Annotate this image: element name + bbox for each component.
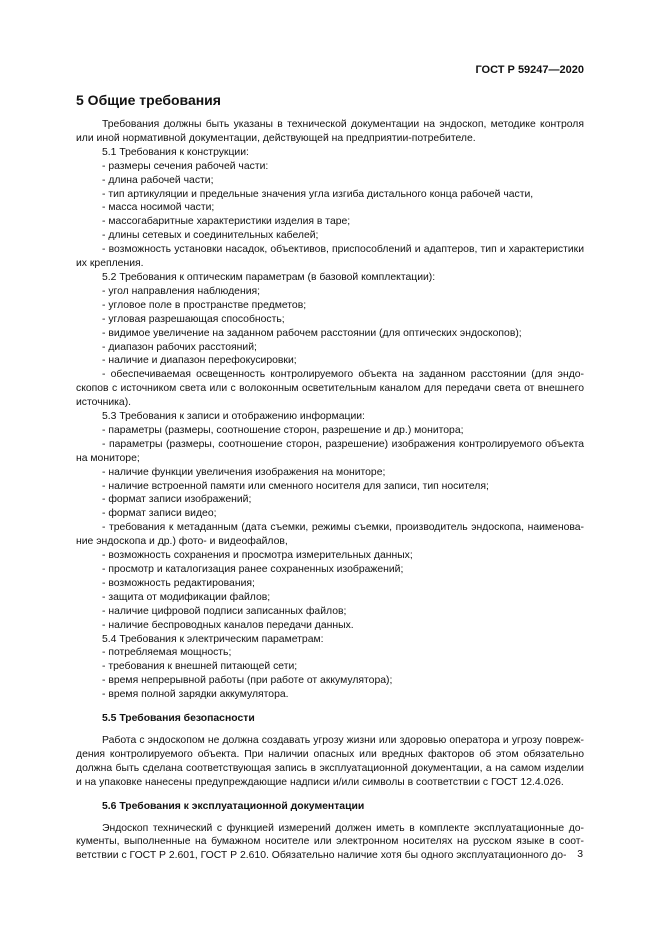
list-item: - требования к метаданным (дата съемки, режимы съемки, производитель эндоскопа, наименова-ние эндоскопа и др.) фото- и видеофайлов, (76, 522, 584, 548)
list-item: - угловое поле в пространстве предметов; (102, 299, 307, 311)
list-item: - длины сетевых и соединительных кабелей; (102, 230, 319, 242)
list-item: - наличие беспроводных каналов передачи данных. (102, 619, 354, 631)
list-item: - формат записи видео; (102, 508, 217, 520)
list-item: - параметры (размеры, соотношение сторон, разрешение и др.) монитора; (102, 424, 464, 436)
list-item: - видимое увеличение на заданном рабочем расстоянии (для оптических эндоскопов); (102, 327, 522, 339)
list-item: - наличие встроенной памяти или сменного носителя для записи, тип носителя; (102, 480, 489, 492)
list-item: - возможность сохранения и просмотра измерительных данных; (102, 550, 413, 562)
subsection-5-5-text: Работа с эндоскопом не должна создавать угрозу жизни или здоровью оператора и угрозу повреж-дения контролируемого объекта. При наличии опасных или вредных факторов об этом обязательно должна быть сделана соответствующая запись в эксплуатационной документации, а на самом изделии и на упаковке нанесены предупреждающие надписи и/или символы в соответствии с ГОСТ 12.4.026. (76, 734, 584, 788)
list-item: - диапазон рабочих расстояний; (102, 341, 257, 353)
subsection-5-1-list (76, 160, 584, 271)
list-item: - потребляемая мощность; (102, 647, 232, 659)
list-item: - угол направления наблюдения; (102, 285, 261, 297)
list-item: - масса носимой части; (102, 202, 215, 214)
subsection-5-3-list (76, 424, 584, 633)
subsection-5-6-text: Эндоскоп технический с функцией измерений должен иметь в комплекте эксплуатационные до-кументы, выполненные на бумажном носителе или электронном носителях на русском языке в соот-ветствии с ГОСТ Р 2.601, ГОСТ Р 2.610. Обязательно наличие хотя бы одного эксплуатационного до- (76, 822, 584, 862)
list-item: - требования к внешней питающей сети; (102, 661, 298, 673)
list-item: - угловая разрешающая способность; (102, 313, 285, 325)
list-item: - время непрерывной работы (при работе от аккумулятора); (102, 675, 393, 687)
subsection-5-6-heading: 5.6 Требования к эксплуатационной документации (102, 800, 365, 812)
subsection-5-1-heading: 5.1 Требования к конструкции: (102, 146, 249, 158)
section-intro: Требования должны быть указаны в технической документации на эндоскоп, методике контроля или иной нормативной документации, действующей на предприятии-потребителе. (76, 119, 584, 144)
list-item: - параметры (размеры, соотношение сторон, разрешение) изображения контролируемого объекта на мониторе; (76, 438, 584, 464)
document-code: ГОСТ Р 59247—2020 (475, 64, 584, 76)
subsection-5-2-list (76, 285, 584, 410)
section-title: 5 Общие требования (76, 92, 221, 108)
list-item: - наличие цифровой подписи записанных файлов; (102, 605, 347, 617)
list-item: - обеспечиваемая освещенность контролируемого объекта на заданном расстоянии (для эндо-скопов с источником света или с волоконным осветительным каналом для передачи света от внешнего источника). (76, 369, 584, 409)
list-item: - формат записи изображений; (102, 494, 252, 506)
list-item: - размеры сечения рабочей части: (102, 160, 269, 172)
list-item: - массогабаритные характеристики изделия в таре; (102, 216, 351, 228)
list-item: - длина рабочей части; (102, 174, 214, 186)
list-item: - возможность установки насадок, объективов, приспособлений и адаптеров, тип и характеристики их крепления. (76, 244, 584, 270)
list-item: - возможность редактирования; (102, 577, 255, 589)
list-item: - наличие функции увеличения изображения на мониторе; (102, 466, 386, 478)
list-item: - тип артикуляции и предельные значения угла изгиба дистального конца рабочей части, (102, 188, 534, 200)
subsection-5-4-list (76, 646, 584, 702)
subsection-5-2-heading: 5.2 Требования к оптическим параметрам (в базовой комплектации): (102, 271, 436, 283)
subsection-5-4-heading: 5.4 Требования к электрическим параметрам: (102, 633, 324, 645)
page-content (76, 92, 584, 863)
list-item: - время полной зарядки аккумулятора. (102, 689, 289, 701)
list-item: - защита от модификации файлов; (102, 591, 271, 603)
page-number: 3 (577, 849, 583, 860)
subsection-5-3-heading: 5.3 Требования к записи и отображению информации: (102, 411, 365, 423)
subsection-5-5-heading: 5.5 Требования безопасности (102, 713, 255, 725)
list-item: - наличие и диапазон перефокусировки; (102, 355, 297, 367)
list-item: - просмотр и каталогизация ранее сохраненных изображений; (102, 564, 404, 575)
